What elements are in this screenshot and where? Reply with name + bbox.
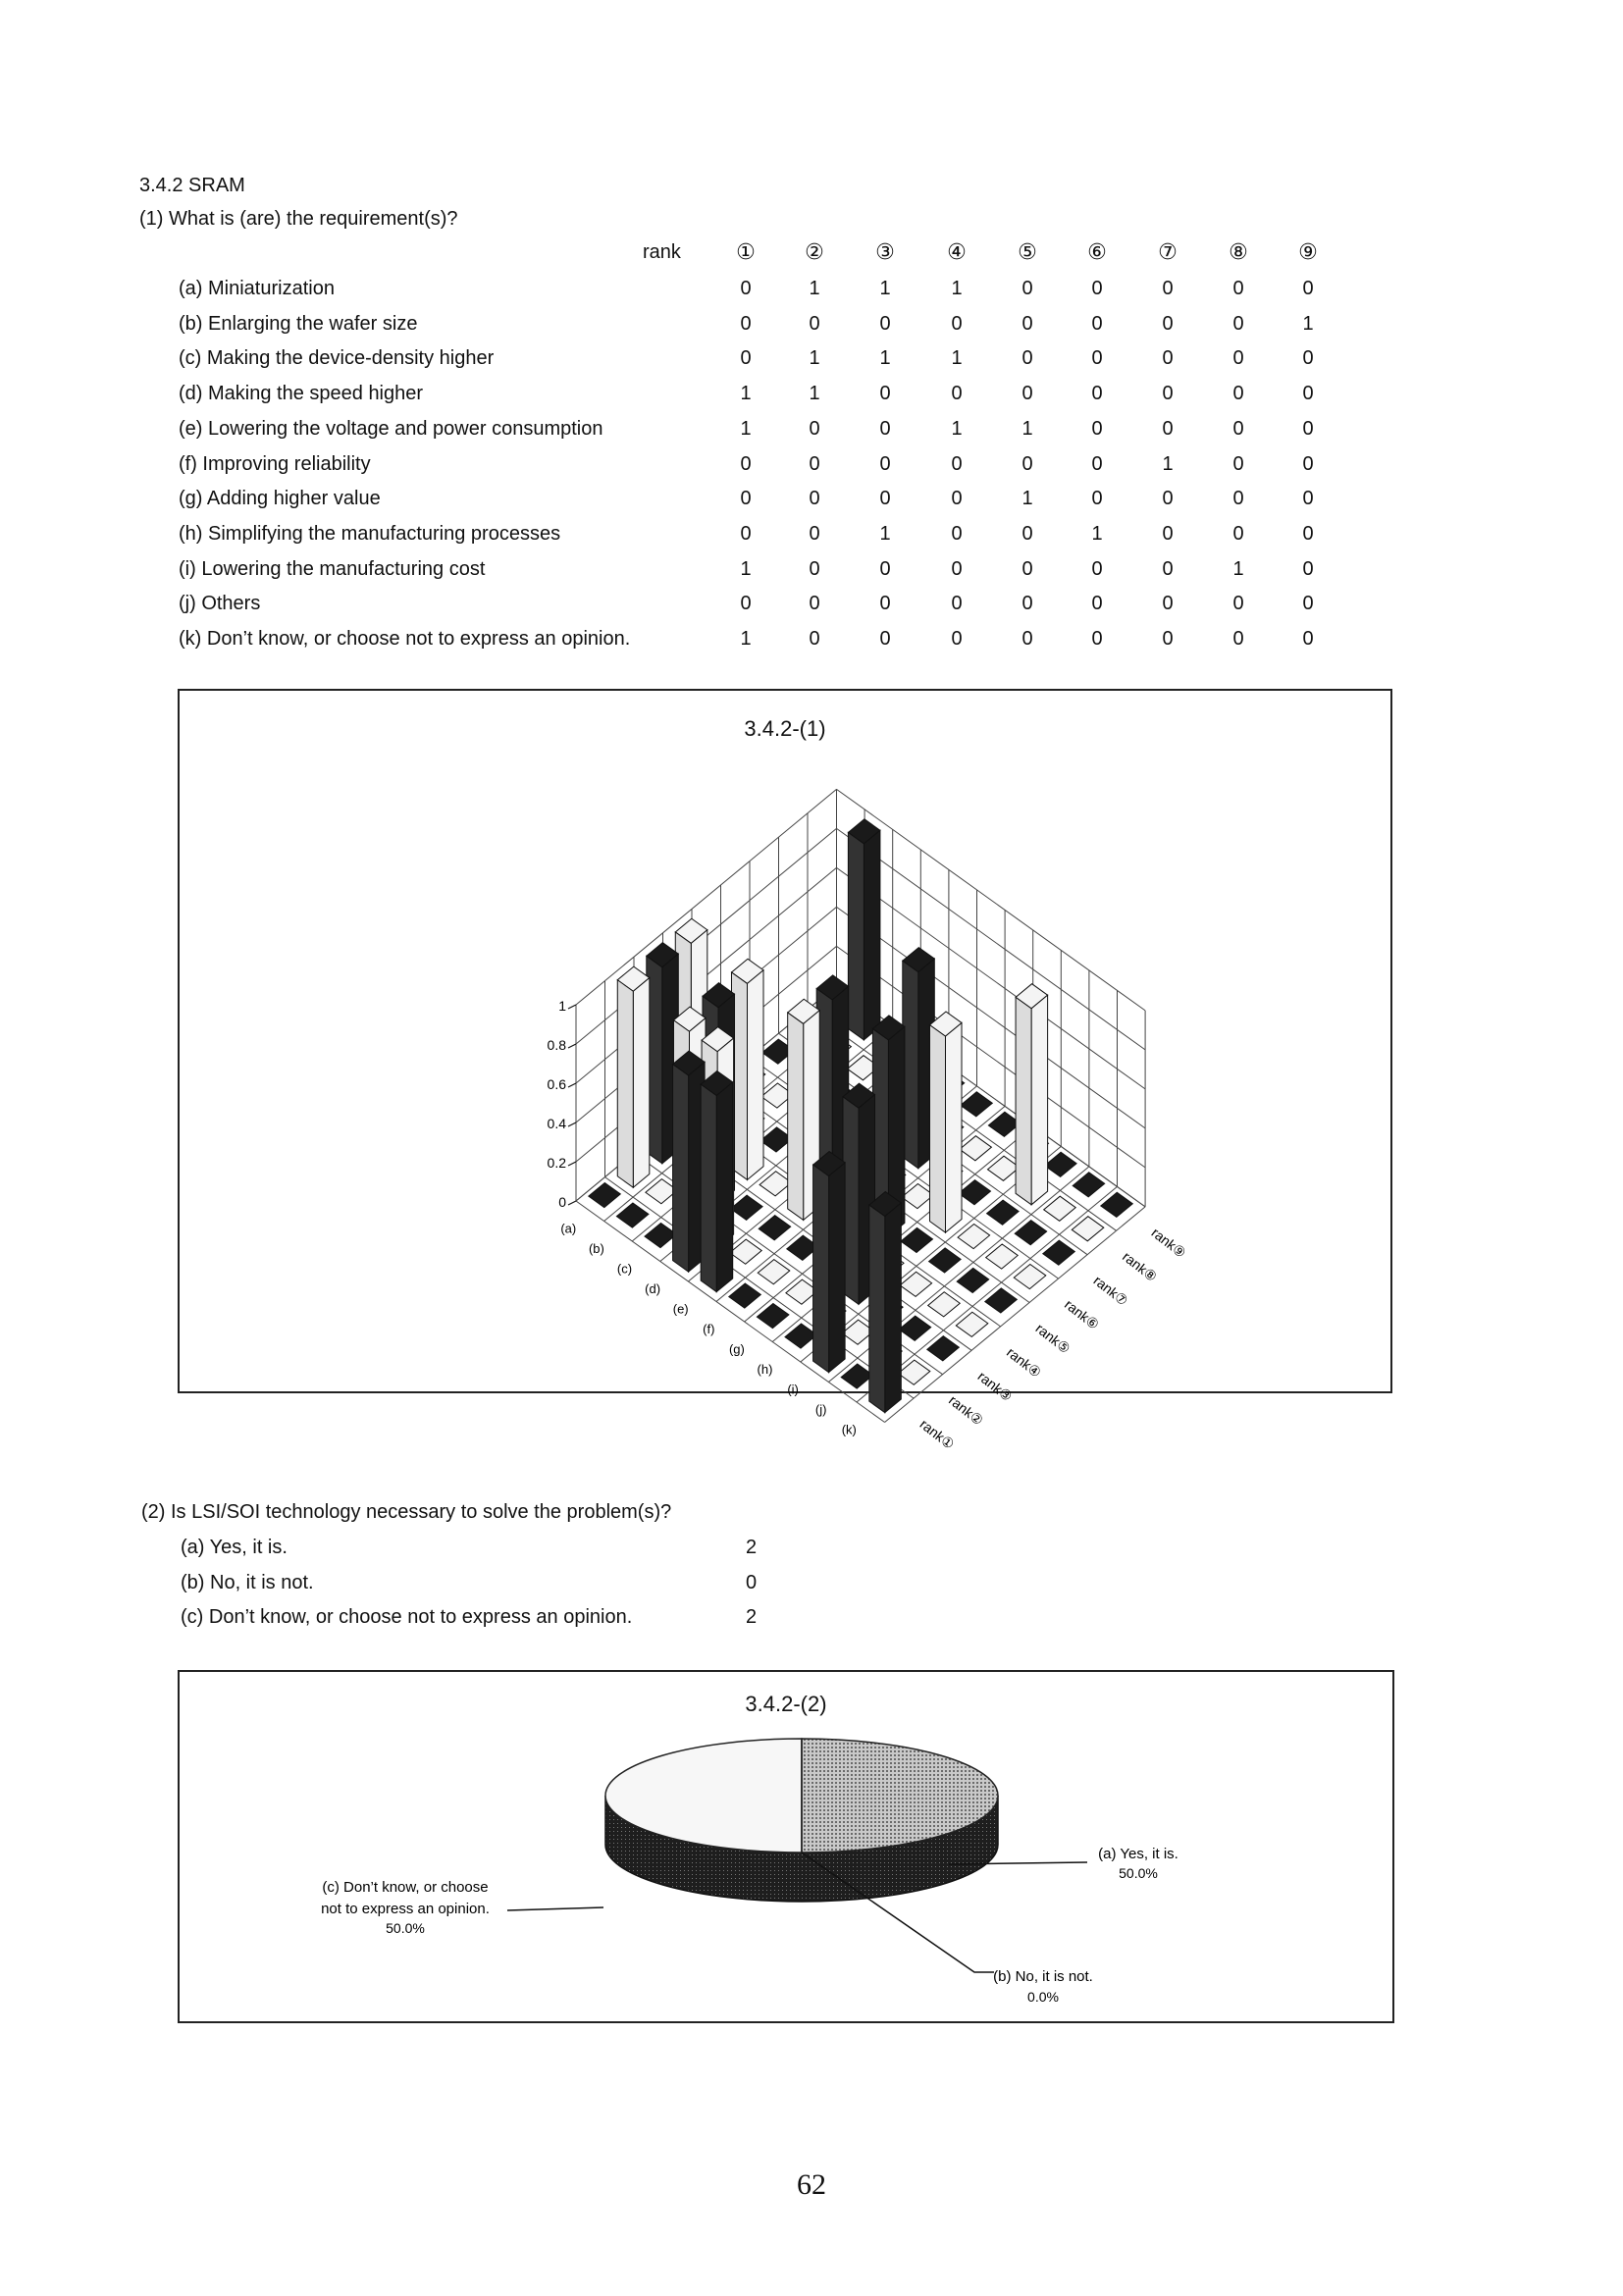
rank-count-cell: 0 — [1162, 522, 1174, 545]
bar-front — [633, 978, 650, 1188]
bar-side — [673, 1065, 689, 1272]
rank-count-cell: 0 — [1302, 593, 1314, 615]
answer-label: (a) Yes, it is. — [181, 1537, 288, 1558]
answer-count: 2 — [746, 1537, 758, 1558]
rank-count-cell: 0 — [1091, 488, 1103, 510]
rank-count-cell: 1 — [879, 278, 891, 299]
category-label: (j) — [814, 1401, 827, 1417]
rank-count-cell: 0 — [1162, 593, 1174, 615]
rank-header: ④ — [947, 239, 967, 264]
rank-count-cell: 0 — [740, 593, 752, 615]
rank-count-cell: 1 — [740, 557, 752, 580]
requirement-label: (a) Miniaturization — [179, 278, 335, 299]
category-label: (h) — [757, 1361, 773, 1377]
bar-side — [1016, 997, 1031, 1204]
rank-header: ⑤ — [1018, 239, 1037, 264]
rank-count-cell: 1 — [740, 628, 752, 650]
chart-1-3d-bar — [180, 691, 1390, 1453]
rank-count-cell: 1 — [740, 383, 752, 405]
rank-count-cell: 0 — [1302, 488, 1314, 510]
requirement-label: (g) Adding higher value — [179, 488, 381, 510]
y-tick-mark — [568, 1201, 576, 1205]
rank-count-cell: 1 — [951, 278, 963, 299]
series-label: rank⑤ — [1032, 1320, 1073, 1357]
rank-count-cell: 1 — [1302, 312, 1314, 335]
category-label: (g) — [728, 1341, 745, 1357]
rank-count-cell: 0 — [1091, 557, 1103, 580]
bar-front — [829, 1163, 846, 1373]
y-tick-mark — [568, 1083, 576, 1087]
rank-count-cell: 0 — [951, 452, 963, 475]
rank-count-cell: 0 — [740, 452, 752, 475]
answer-label: (c) Don’t know, or choose not to express an opinion. — [181, 1606, 633, 1628]
bar-side — [869, 1205, 885, 1412]
requirement-label: (h) Simplifying the manufacturing processes — [179, 522, 561, 545]
y-tick-label: 0 — [558, 1194, 566, 1210]
rank-count-cell: 0 — [1162, 278, 1174, 299]
rank-count-cell: 1 — [879, 347, 891, 370]
y-tick-mark — [568, 1044, 576, 1048]
rank-count-cell: 0 — [1162, 417, 1174, 440]
rank-count-cell: 1 — [1232, 557, 1244, 580]
chart-1-frame — [178, 689, 1392, 1453]
rank-count-cell: 0 — [740, 488, 752, 510]
requirement-label: (b) Enlarging the wafer size — [179, 312, 418, 335]
series-label: rank② — [946, 1391, 987, 1429]
y-tick-mark — [568, 1122, 576, 1126]
answer-count: 2 — [746, 1606, 758, 1628]
question-1: (1) What is (are) the requirement(s)? — [139, 208, 458, 230]
rank-count-cell: 0 — [809, 522, 820, 545]
series-label: rank⑥ — [1062, 1296, 1103, 1333]
rank-count-cell: 1 — [1162, 452, 1174, 475]
rank-count-cell: 0 — [1232, 593, 1244, 615]
rank-count-cell: 0 — [879, 557, 891, 580]
rank-count-cell: 0 — [1091, 312, 1103, 335]
label-b: (b) No, it is not. — [993, 1968, 1093, 1985]
rank-count-cell: 1 — [809, 383, 820, 405]
requirement-label: (f) Improving reliability — [179, 452, 371, 475]
rank-count-cell: 0 — [1232, 278, 1244, 299]
rank-count-cell: 0 — [879, 312, 891, 335]
label-c-line1: (c) Don’t know, or choose — [322, 1879, 489, 1896]
rank-count-cell: 0 — [1162, 488, 1174, 510]
requirement-label: (d) Making the speed higher — [179, 383, 424, 405]
rank-count-cell: 0 — [1232, 417, 1244, 440]
requirement-label: (i) Lowering the manufacturing cost — [179, 557, 486, 580]
y-tick-label: 1 — [558, 998, 566, 1014]
rank-header: ⑦ — [1158, 239, 1178, 264]
rank-count-cell: 1 — [1021, 488, 1033, 510]
series-label: rank④ — [1004, 1343, 1045, 1381]
series-label: rank① — [916, 1416, 958, 1453]
bar-front — [1031, 995, 1048, 1205]
label-a: (a) Yes, it is. — [1098, 1846, 1178, 1862]
bar-front — [716, 1082, 733, 1292]
rank-count-cell: 0 — [879, 452, 891, 475]
rank-count-cell: 1 — [1091, 522, 1103, 545]
rank-count-cell: 0 — [1302, 628, 1314, 650]
bar-front — [885, 1203, 902, 1413]
rank-count-cell: 0 — [1232, 522, 1244, 545]
rank-count-cell: 0 — [1021, 522, 1033, 545]
rank-count-cell: 0 — [1232, 488, 1244, 510]
rank-count-cell: 0 — [1021, 312, 1033, 335]
rank-count-cell: 0 — [951, 488, 963, 510]
rank-count-cell: 0 — [809, 417, 820, 440]
rank-count-cell: 0 — [1021, 452, 1033, 475]
rank-count-cell: 1 — [740, 417, 752, 440]
rank-count-cell: 0 — [1021, 593, 1033, 615]
rank-count-cell: 0 — [1302, 347, 1314, 370]
bar-side — [929, 1025, 945, 1232]
rank-count-cell: 0 — [951, 312, 963, 335]
rank-count-cell: 0 — [951, 628, 963, 650]
requirement-label: (c) Making the device-density higher — [179, 347, 495, 370]
section-heading: 3.4.2 SRAM — [139, 175, 245, 196]
bar-side — [788, 1013, 804, 1220]
rank-count-cell: 0 — [809, 557, 820, 580]
y-tick-label: 0.6 — [547, 1076, 566, 1092]
label-c-line2: not to express an opinion. — [321, 1901, 490, 1917]
category-label: (a) — [560, 1221, 577, 1236]
rank-header: ② — [805, 239, 824, 264]
rank-count-cell: 0 — [1232, 628, 1244, 650]
rank-count-cell: 0 — [1232, 347, 1244, 370]
series-label: rank⑧ — [1120, 1248, 1161, 1285]
chart-2-title: 3.4.2-(2) — [745, 1692, 827, 1716]
category-label: (b) — [588, 1240, 604, 1256]
category-label: (c) — [616, 1261, 633, 1277]
bar-front — [945, 1022, 962, 1232]
rank-count-cell: 0 — [1021, 383, 1033, 405]
rank-count-cell: 0 — [951, 522, 963, 545]
rank-count-cell: 0 — [1232, 312, 1244, 335]
y-tick-label: 0.2 — [547, 1155, 566, 1171]
rank-count-cell: 0 — [740, 312, 752, 335]
series-label: rank⑦ — [1090, 1272, 1131, 1309]
rank-count-cell: 0 — [1021, 347, 1033, 370]
rank-count-cell: 0 — [809, 593, 820, 615]
rank-count-cell: 0 — [951, 383, 963, 405]
rank-count-cell: 0 — [809, 452, 820, 475]
rank-count-cell: 0 — [1162, 347, 1174, 370]
chart-2-frame — [178, 1670, 1394, 2023]
requirement-label: (k) Don’t know, or choose not to express an opinion. — [179, 628, 631, 650]
rank-header: ⑨ — [1298, 239, 1318, 264]
rank-count-cell: 0 — [1091, 383, 1103, 405]
bar-front — [747, 970, 763, 1180]
rank-count-cell: 0 — [1162, 312, 1174, 335]
bar-side — [848, 832, 864, 1039]
rank-count-cell: 0 — [1091, 347, 1103, 370]
rank-count-cell: 1 — [951, 347, 963, 370]
rank-count-cell: 0 — [1302, 417, 1314, 440]
rank-count-cell: 0 — [1302, 557, 1314, 580]
label-b-pct: 0.0% — [1027, 1989, 1059, 2005]
label-c-pct: 50.0% — [386, 1920, 425, 1936]
rank-count-cell: 0 — [740, 522, 752, 545]
category-label: (i) — [787, 1382, 799, 1397]
bar-front — [864, 830, 880, 1040]
rank-count-cell: 0 — [879, 628, 891, 650]
page-number: 62 — [797, 2168, 826, 2201]
rank-count-cell: 0 — [1021, 628, 1033, 650]
category-label: (f) — [703, 1321, 715, 1336]
chart-1-title: 3.4.2-(1) — [744, 716, 826, 741]
category-label: (k) — [841, 1422, 857, 1437]
requirement-label: (j) Others — [179, 593, 261, 615]
rank-count-cell: 0 — [951, 557, 963, 580]
leader-line-c — [507, 1907, 603, 1910]
rank-count-cell: 0 — [809, 488, 820, 510]
rank-count-cell: 0 — [879, 417, 891, 440]
rank-count-cell: 1 — [951, 417, 963, 440]
rank-count-cell: 0 — [1302, 383, 1314, 405]
category-label: (d) — [645, 1280, 661, 1296]
rank-count-cell: 0 — [1162, 383, 1174, 405]
rank-count-cell: 1 — [1021, 417, 1033, 440]
requirement-label: (e) Lowering the voltage and power consumption — [179, 417, 603, 440]
rank-count-cell: 0 — [1162, 557, 1174, 580]
chart-2-3d-pie — [180, 1672, 1392, 2021]
rank-count-cell: 0 — [1091, 593, 1103, 615]
answer-label: (b) No, it is not. — [181, 1571, 314, 1593]
rank-count-cell: 0 — [1091, 452, 1103, 475]
rank-count-cell: 0 — [1232, 383, 1244, 405]
rank-count-cell: 0 — [1302, 278, 1314, 299]
rank-header: ⑧ — [1229, 239, 1248, 264]
rank-header: ① — [736, 239, 756, 264]
bar-side — [617, 980, 633, 1187]
label-a-pct: 50.0% — [1119, 1865, 1158, 1881]
answer-count: 0 — [746, 1571, 758, 1593]
rank-count-cell: 0 — [1091, 417, 1103, 440]
rank-count-cell: 1 — [809, 347, 820, 370]
bar-side — [813, 1165, 829, 1372]
y-tick-label: 0.8 — [547, 1037, 566, 1053]
rank-count-cell: 1 — [879, 522, 891, 545]
rank-label: rank — [643, 241, 681, 263]
rank-count-cell: 0 — [879, 488, 891, 510]
series-label: rank③ — [974, 1368, 1016, 1405]
rank-count-cell: 0 — [1021, 278, 1033, 299]
series-label: rank⑨ — [1148, 1224, 1189, 1261]
rank-count-cell: 0 — [1302, 452, 1314, 475]
rank-count-cell: 0 — [740, 347, 752, 370]
question-2: (2) Is LSI/SOI technology necessary to solve the problem(s)? — [141, 1501, 672, 1523]
y-tick-mark — [568, 1162, 576, 1166]
rank-count-cell: 0 — [1162, 628, 1174, 650]
rank-count-cell: 0 — [951, 593, 963, 615]
rank-count-cell: 0 — [1232, 452, 1244, 475]
category-label: (e) — [672, 1301, 689, 1317]
bar-side — [701, 1084, 716, 1291]
rank-count-cell: 1 — [809, 278, 820, 299]
rank-count-cell: 0 — [809, 628, 820, 650]
rank-count-cell: 0 — [740, 278, 752, 299]
rank-count-cell: 0 — [1091, 278, 1103, 299]
y-tick-label: 0.4 — [547, 1116, 566, 1131]
rank-count-cell: 0 — [1091, 628, 1103, 650]
rank-header: ③ — [875, 239, 895, 264]
rank-count-cell: 0 — [1021, 557, 1033, 580]
rank-count-cell: 0 — [809, 312, 820, 335]
rank-count-cell: 0 — [1302, 522, 1314, 545]
rank-count-cell: 0 — [879, 593, 891, 615]
rank-count-cell: 0 — [879, 383, 891, 405]
rank-header: ⑥ — [1087, 239, 1107, 264]
y-tick-mark — [568, 1005, 576, 1009]
